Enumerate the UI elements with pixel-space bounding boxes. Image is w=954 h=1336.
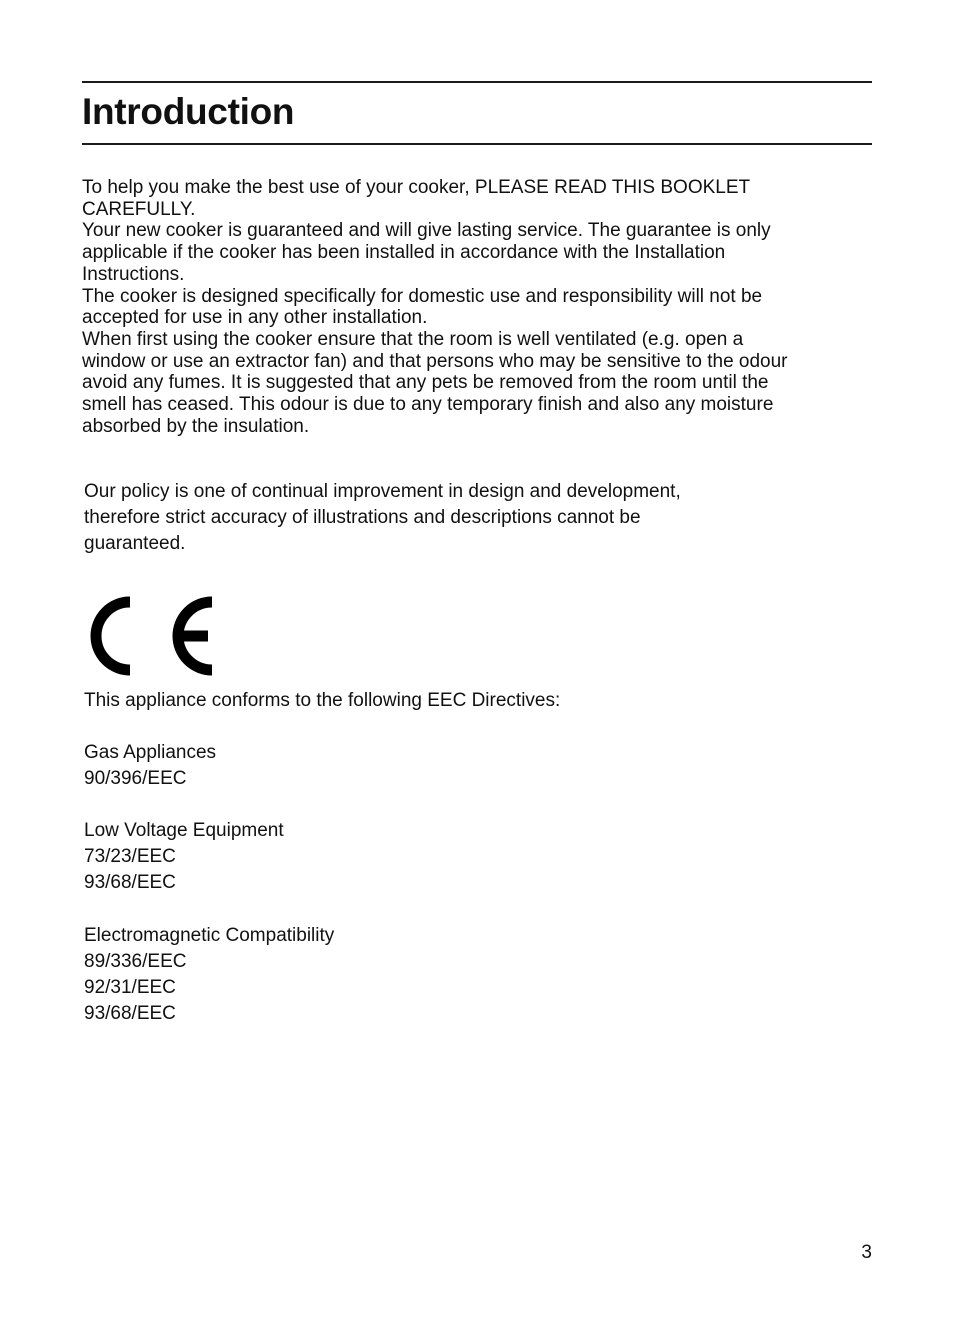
header-bottom-rule: [82, 143, 872, 145]
intro-section: [82, 177, 872, 437]
directive-code: 93/68/EEC: [84, 1002, 176, 1024]
intro-paragraph: To help you make the best use of your cooker, PLEASE READ THIS BOOKLET CAREFULLY.: [82, 177, 751, 220]
directive-group-low-voltage: [84, 818, 334, 896]
directive-name: Electromagnetic Compatibility: [84, 924, 335, 946]
header-top-rule: [82, 81, 872, 83]
directive-list: [84, 740, 334, 1053]
directive-code: 93/68/EEC: [84, 872, 176, 894]
conformity-statement: This appliance conforms to the following EEC Directives:: [84, 690, 561, 711]
page-title: Introduction: [82, 91, 295, 132]
intro-paragraph: Your new cooker is guaranteed and will give lasting service. The guarantee is only applicable if the cooker has been installed in accordance with the Installation Instructions.: [82, 220, 771, 285]
directive-code: 92/31/EEC: [84, 976, 176, 998]
directive-name: Gas Appliances: [84, 742, 217, 763]
intro-paragraph: The cooker is designed specifically for domestic use and responsibility will not be accepted for use in any other installation.: [82, 285, 763, 329]
policy-statement: Our policy is one of continual improvement in design and development, therefore strict accuracy of illustrations and descriptions cannot be guaranteed.: [84, 481, 681, 554]
directive-group-emc: [84, 923, 334, 1027]
directive-name: Low Voltage Equipment: [84, 820, 284, 842]
ce-mark-icon: [84, 592, 212, 680]
directive-code: 90/396/EEC: [84, 768, 187, 790]
directive-code: 73/23/EEC: [84, 846, 176, 868]
intro-paragraph: When first using the cooker ensure that the room is well ventilated (e.g. open a window or use an extractor fan) and that persons who may be sensitive to the odour avoid any fumes. It is suggested that any pets be removed from the room until the smell has ceased. This odour is due to any temporary finish and also any moisture absorbed by the insulation.: [82, 328, 788, 437]
directive-group-gas: [84, 740, 334, 792]
page-number: 3: [861, 1242, 872, 1263]
directive-code: 89/336/EEC: [84, 950, 187, 972]
